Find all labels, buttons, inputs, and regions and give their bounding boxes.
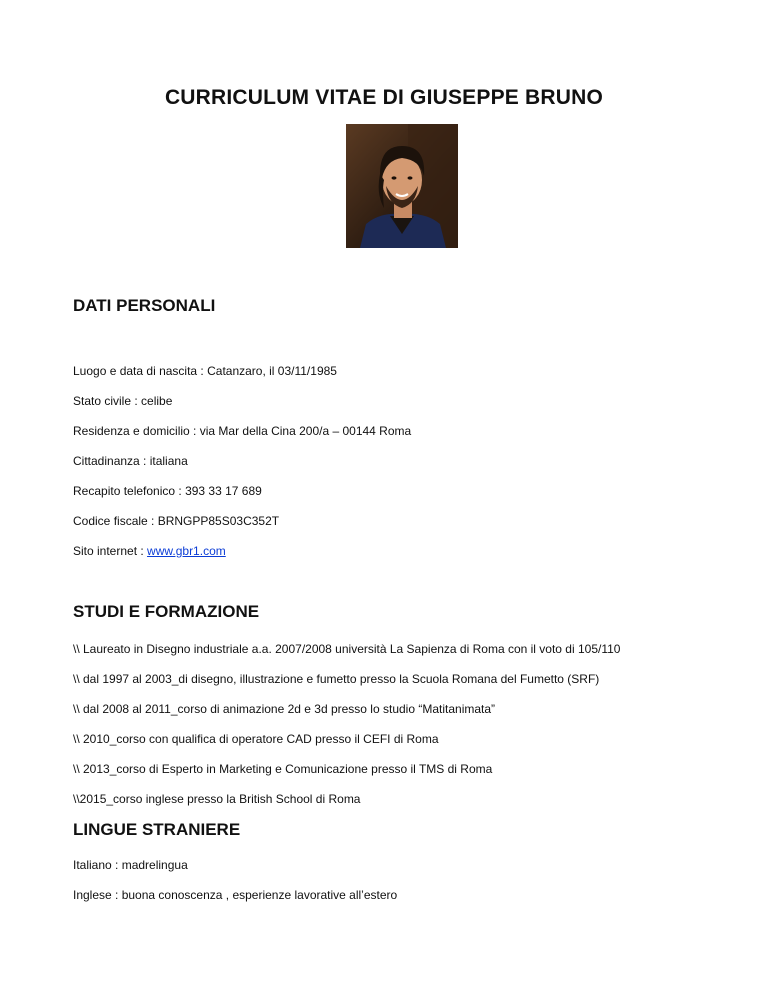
study-item: \\ dal 2008 al 2011_corso di animazione 2d e 3d presso lo studio “Matitanimata”	[73, 702, 496, 716]
study-item: \\2015_corso inglese presso la British School di Roma	[73, 792, 361, 806]
website-line	[73, 544, 226, 558]
website-label: Sito internet :	[73, 544, 148, 558]
study-item: \\ 2010_corso con qualifica di operatore CAD presso il CEFI di Roma	[73, 732, 439, 746]
section-heading-studi: STUDI E FORMAZIONE	[73, 602, 260, 621]
birth-info: Luogo e data di nascita : Catanzaro, il 03/11/1985	[73, 364, 337, 378]
language-english: Inglese : buona conoscenza , esperienze lavorative all’estero	[73, 888, 398, 902]
website-link[interactable]: www.gbr1.com	[147, 544, 226, 558]
phone-number: Recapito telefonico : 393 33 17 689	[73, 484, 262, 498]
study-item: \\ Laureato in Disegno industriale a.a. 2007/2008 università La Sapienza di Roma con il voto di 105/110	[73, 642, 621, 656]
language-italian: Italiano : madrelingua	[73, 858, 188, 872]
citizenship: Cittadinanza : italiana	[73, 454, 188, 468]
section-heading-lingue: LINGUE STRANIERE	[73, 820, 241, 839]
document-title: CURRICULUM VITAE DI GIUSEPPE BRUNO	[164, 86, 604, 109]
portrait-image	[346, 124, 458, 248]
study-item: \\ dal 1997 al 2003_di disegno, illustrazione e fumetto presso la Scuola Romana del Fumetto (SRF)	[73, 672, 600, 686]
study-item: \\ 2013_corso di Esperto in Marketing e Comunicazione presso il TMS di Roma	[73, 762, 493, 776]
civil-status: Stato civile : celibe	[73, 394, 173, 408]
tax-code: Codice fiscale : BRNGPP85S03C352T	[73, 514, 280, 528]
profile-photo	[346, 124, 458, 248]
section-heading-dati-personali: DATI PERSONALI	[73, 296, 216, 315]
residence: Residenza e domicilio : via Mar della Cina 200/a – 00144 Roma	[73, 424, 412, 438]
